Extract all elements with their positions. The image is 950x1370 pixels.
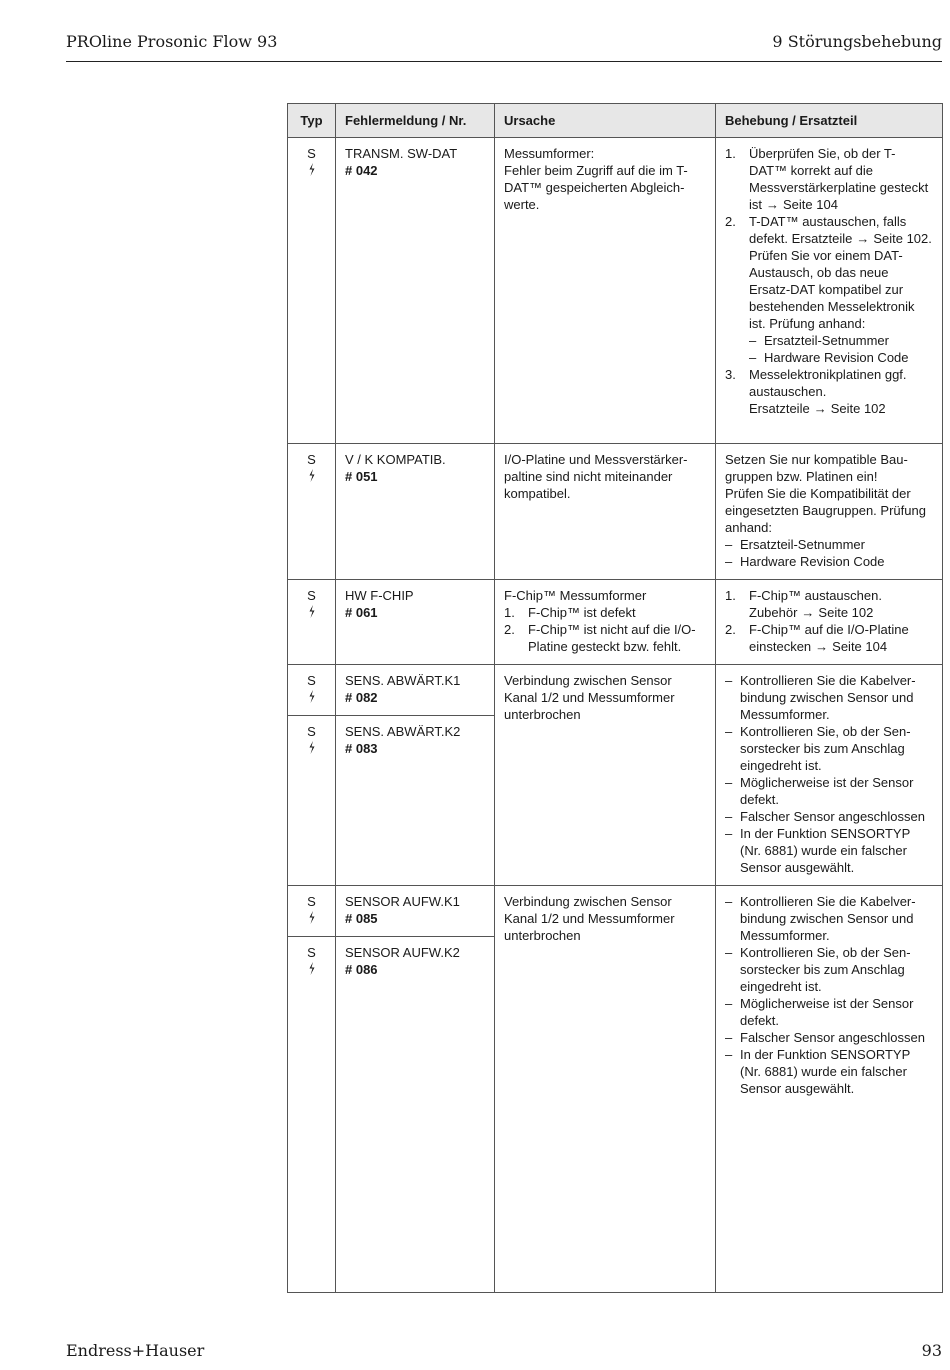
list-item: – Hardware Revision Code <box>749 349 933 366</box>
message-cell <box>336 138 495 444</box>
page-reference: Seite 102. <box>873 231 932 246</box>
cause-cell <box>495 580 716 665</box>
type-symbol: S <box>307 894 316 909</box>
remedy-steps <box>725 145 933 417</box>
error-code: # 086 <box>345 962 378 977</box>
type-cell <box>288 665 336 716</box>
list-item: – Kontrollieren Sie, ob der Sen-sorstecker bis zum Anschlag eingedreht ist. <box>725 944 933 995</box>
list-item: – Kontrollieren Sie die Kabelver-bindung zwischen Sensor und Messumformer. <box>725 672 933 723</box>
remedy-list <box>725 893 933 1097</box>
arrow-right-icon: → <box>856 231 870 246</box>
page-reference: Seite 104 <box>783 197 838 212</box>
column-header-typ: Typ <box>288 104 336 138</box>
cause-cell: Messumformer: Fehler beim Zugriff auf die im T-DAT™ gespeicherten Abgleich-werte. <box>495 138 716 444</box>
error-name: SENS. ABWÄRT.K1 <box>345 673 461 688</box>
error-name: SENSOR AUFW.K1 <box>345 894 460 909</box>
list-item: – Kontrollieren Sie die Kabelver-bindung zwischen Sensor und Messumformer. <box>725 893 933 944</box>
error-name: SENS. ABWÄRT.K2 <box>345 724 461 739</box>
list-item: – Ersatzteil-Setnummer <box>749 332 933 349</box>
error-code: # 085 <box>345 911 378 926</box>
chapter-title: 9 Störungsbehebung <box>772 32 942 51</box>
error-name: HW F-CHIP <box>345 588 414 603</box>
brand-logo-text: Endress+Hauser <box>66 1341 205 1360</box>
table-row <box>288 886 943 937</box>
remedy-steps <box>725 587 933 655</box>
type-cell <box>288 886 336 937</box>
arrow-right-icon: → <box>815 639 829 654</box>
error-code: # 082 <box>345 690 378 705</box>
type-symbol: S <box>307 673 316 688</box>
error-name: TRANSM. SW-DAT <box>345 146 458 161</box>
table-row <box>288 444 943 580</box>
list-item: 2. F-Chip™ ist nicht auf die I/O-Platine gesteckt bzw. fehlt. <box>504 622 696 654</box>
page-number: 93 <box>921 1341 942 1360</box>
page-reference: Seite 102 <box>818 605 874 620</box>
message-cell <box>336 937 495 1293</box>
type-cell <box>288 444 336 580</box>
column-header-cause: Ursache <box>495 104 716 138</box>
error-table <box>287 103 943 1293</box>
error-name: SENSOR AUFW.K2 <box>345 945 460 960</box>
list-item: – Ersatzteil-Setnummer <box>725 536 933 553</box>
remedy-cell <box>716 444 943 580</box>
type-cell <box>288 937 336 1293</box>
remedy-note: Prüfen Sie vor einem DAT-Austausch, ob das neue Ersatz-DAT kompatibel zur bestehenden Messelektronik ist. Prüfung anhand: <box>749 248 915 331</box>
type-symbol: S <box>307 724 316 739</box>
type-symbol: S <box>307 588 316 603</box>
lightning-bolt-icon <box>308 469 316 482</box>
remedy-text: Setzen Sie nur kompatible Bau-gruppen bzw. Platinen ein! Prüfen Sie die Kompatibilität der eingesetzten Baugruppen. Prüfung anhand: <box>725 452 926 535</box>
table-row <box>288 580 943 665</box>
lightning-bolt-icon <box>308 911 316 924</box>
list-item: – Hardware Revision Code <box>725 553 933 570</box>
type-cell <box>288 138 336 444</box>
error-code: # 061 <box>345 605 378 620</box>
remedy-cell <box>716 580 943 665</box>
lightning-bolt-icon <box>308 741 316 754</box>
page-reference: Seite 104 <box>832 639 888 654</box>
table-row <box>288 665 943 716</box>
message-cell <box>336 886 495 937</box>
remedy-step: 3. Messelektronikplatinen ggf. austauschen. Ersatzteile → Seite 102 <box>725 367 907 416</box>
lightning-bolt-icon <box>308 962 316 975</box>
message-cell <box>336 716 495 886</box>
type-symbol: S <box>307 452 316 467</box>
table-header-row <box>288 104 943 138</box>
list-item: – In der Funktion SENSORTYP (Nr. 6881) wurde ein falscher Sensor ausgewählt. <box>725 825 933 876</box>
table-row <box>288 138 943 444</box>
remedy-cell <box>716 665 943 886</box>
check-list <box>749 332 933 366</box>
column-header-message: Fehlermeldung / Nr. <box>336 104 495 138</box>
list-item: – Falscher Sensor angeschlossen <box>725 1029 933 1046</box>
page-reference: Seite 102 <box>830 401 886 416</box>
list-item: 1. F-Chip™ ist defekt <box>504 605 636 620</box>
cause-cell: I/O-Platine und Messverstärker-paltine sind nicht miteinander kompatibel. <box>495 444 716 580</box>
error-code: # 042 <box>345 163 378 178</box>
arrow-right-icon: → <box>813 401 827 416</box>
page-header <box>66 30 942 62</box>
list-item: – Möglicherweise ist der Sensor defekt. <box>725 774 933 808</box>
remedy-list <box>725 672 933 876</box>
remedy-step: 2. F-Chip™ auf die I/O-Platine einstecken → Seite 104 <box>725 622 909 654</box>
remedy-step: 1. F-Chip™ austauschen. Zubehör → Seite 102 <box>725 588 882 620</box>
list-item: – Kontrollieren Sie, ob der Sen-sorstecker bis zum Anschlag eingedreht ist. <box>725 723 933 774</box>
type-cell <box>288 580 336 665</box>
cause-cell: Verbindung zwischen Sensor Kanal 1/2 und Messumformer unterbrochen <box>495 886 716 1293</box>
remedy-cell <box>716 138 943 444</box>
error-code: # 051 <box>345 469 378 484</box>
check-list <box>725 536 933 570</box>
lightning-bolt-icon <box>308 605 316 618</box>
column-header-remedy: Behebung / Ersatzteil <box>716 104 943 138</box>
list-item: – Möglicherweise ist der Sensor defekt. <box>725 995 933 1029</box>
cause-list <box>504 604 706 655</box>
lightning-bolt-icon <box>308 163 316 176</box>
arrow-right-icon: → <box>766 197 779 212</box>
message-cell <box>336 665 495 716</box>
cause-cell: Verbindung zwischen Sensor Kanal 1/2 und Messumformer unterbrochen <box>495 665 716 886</box>
list-item: – Falscher Sensor angeschlossen <box>725 808 933 825</box>
type-cell <box>288 716 336 886</box>
error-name: V / K KOMPATIB. <box>345 452 446 467</box>
message-cell <box>336 444 495 580</box>
type-symbol: S <box>307 945 316 960</box>
arrow-right-icon: → <box>801 605 815 620</box>
lightning-bolt-icon <box>308 690 316 703</box>
document-title: PROline Prosonic Flow 93 <box>66 32 278 51</box>
remedy-step: 2. T-DAT™ austauschen, falls defekt. Ersatzteile → Seite 102. Prüfen Sie vor einem DAT-Austausch, ob das neue Ersatz-DAT kompatibel zur bestehenden Messelektronik ist. Prüfung anhand: – Ersatzteil-Setnummer – Hardware Revision Code <box>725 213 933 366</box>
message-cell <box>336 580 495 665</box>
list-item: – In der Funktion SENSORTYP (Nr. 6881) wurde ein falscher Sensor ausgewählt. <box>725 1046 933 1097</box>
remedy-step: 1. Überprüfen Sie, ob der T-DAT™ korrekt auf die Messverstärkerplatine gesteckt ist → Seite 104 <box>725 146 929 212</box>
type-symbol: S <box>307 146 316 161</box>
error-code: # 083 <box>345 741 378 756</box>
remedy-cell <box>716 886 943 1293</box>
cause-title: F-Chip™ Messumformer <box>504 588 647 603</box>
